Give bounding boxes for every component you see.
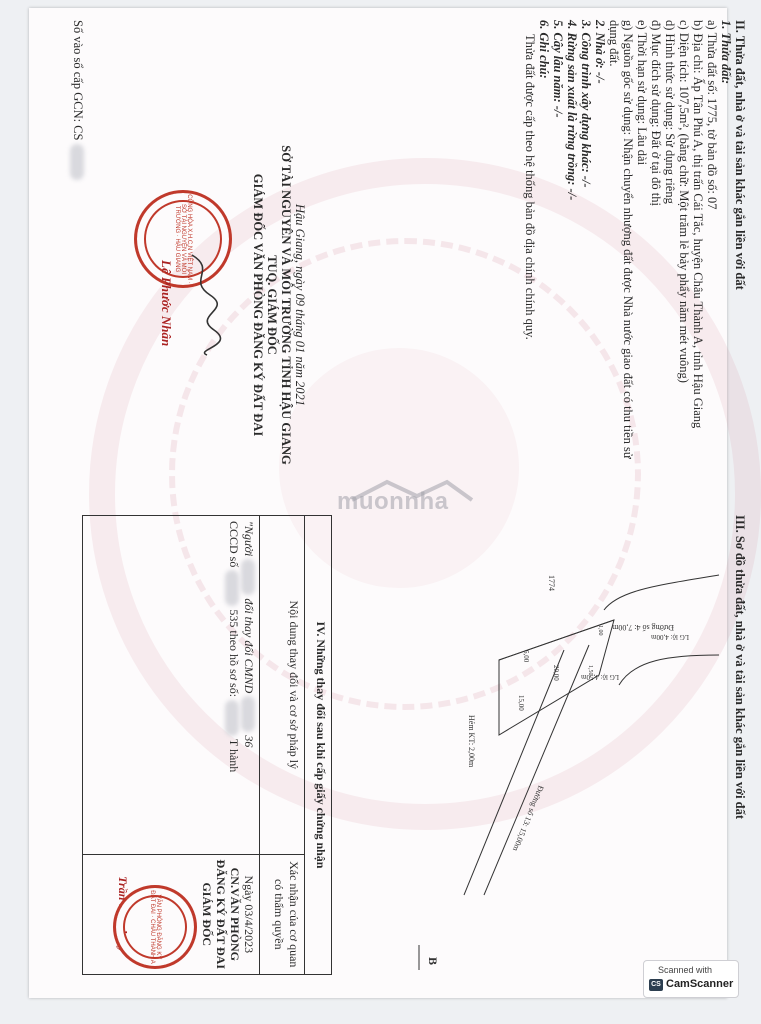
col-confirm-header: Xác nhận của cơ quan có thẩm quyền [260,854,305,974]
registry-number: Số vào sổ cấp GCN: CS [70,20,85,180]
usage-origin: g) Nguồn gốc sử dụng: Nhận chuyển nhượng đất được Nhà nước giao đất có thu tiền sử [621,20,635,459]
signature-tuq: TUQ. GIÁM ĐỐC [265,255,279,355]
table-heading-row [305,516,332,975]
road-4-label: Đường số 4: 7,00m [612,623,674,632]
usage-term: e) Thời hạn sử dụng: Lâu dài [635,20,649,166]
alley-label: Hẻm KT: 2,00m [467,715,476,768]
section-land-details [71,20,747,490]
camscanner-name: CamScanner [666,978,734,990]
dim-15: 15,00 [517,695,525,711]
change-line-2: CCCD số 535 theo hồ sơ số: T hành [226,521,241,773]
official-stamp-text: CỘNG HÒA X.H.C.N VIỆT NAM · SỞ TÀI NGUYÊN VÀ MÔI TRƯỜNG · HẬU GIANG [174,194,192,284]
address-line: b) Địa chỉ: Ấp Tân Phú A, thị trấn Cái Tắc, huyện Châu Thành A, tỉnh Hậu Giang [691,20,705,429]
subsection-construction: 3. Công trình xây dựng khác: -/- [579,20,593,188]
watermark-logo: muonnha [337,488,449,515]
subsection-land: 1. Thửa đất: [719,20,733,85]
signature-org: SỞ TÀI NGUYÊN VÀ MÔI TRƯỜNG TỈNH HẬU GIANG [279,145,293,465]
parcel-map [399,515,729,975]
redaction-blur [70,144,84,180]
camscanner-caption: Scanned with [658,965,713,975]
table-header-row [260,516,305,975]
handwritten-signature [182,250,222,360]
confirm-org-1: CN.VĂN PHÒNG [228,867,242,961]
office-stamp-text: VĂN PHÒNG ĐĂNG KÝ ĐẤT ĐAI · CHÂU THÀNH A [149,890,161,964]
rotated-certificate [52,20,747,980]
col-content-header: Nội dung thay đổi và cơ sở pháp lý [260,516,305,855]
camscanner-logo-icon: CS [649,979,663,991]
office-stamp [113,885,197,969]
area-line: c) Diện tích: 107,5m², (bằng chữ: Một trăm lẻ bảy phẩy năm mét vuông) [677,20,691,383]
dim-1: 1,00 [597,625,603,636]
subsection-forest: 4. Rừng sản xuất là rừng trồng: -/- [565,20,579,201]
dim-20: 20,00 [552,665,560,681]
confirm-org-2: ĐĂNG KÝ ĐẤT ĐAI [214,859,228,969]
section-3-heading: III. Sơ đồ thửa đất, nhà ở và tài sản khác gắn liền với đất [733,515,747,820]
subsection-notes: 6. Ghi chú: [537,20,551,79]
signer-name: Lê Phước Nhân [159,260,174,347]
usage-origin-cont: dụng đất. [607,20,621,67]
dim-15b: 1,50 [587,665,593,676]
parcel-number: a) Thửa đất số: 1775, tờ bản đồ số: 07 [705,20,719,210]
confirm-name: Trần Thanh Lý [116,876,130,953]
section-2-heading: II. Thửa đất, nhà ở và tài sản khác gắn liền với đất [733,20,747,290]
note-text: Thửa đất được cấp theo hệ thống bản đồ địa chính chính quy. [523,34,537,340]
usage-form: d) Hình thức sử dụng: Sử dụng riêng [663,20,677,204]
lg-45-label: LG lộ: 4,50m [581,673,619,681]
signature-title: GIÁM ĐỐC VĂN PHÒNG ĐĂNG KÝ ĐẤT ĐAI [251,173,265,437]
neighbor-parcel: 1774 [547,575,556,591]
camscanner-badge [643,960,739,998]
north-label: B [426,957,440,966]
signature-block [251,140,307,470]
certificate-page [29,8,747,998]
section-4-heading: IV. Những thay đổi sau khi cấp giấy chứng nhận [305,516,332,975]
road-13-label: Đường số 13: 15,00m [510,784,546,853]
change-line-1: "Người đổi thay đổi CMND 36 [242,521,256,748]
subsection-trees: 5. Cây lâu năm: -/- [551,20,565,118]
confirm-org-3: GIÁM ĐỐC [200,882,214,947]
change-content [83,516,260,855]
usage-purpose: đ) Mục đích sử dụng: Đất ở tại đô thị [649,20,663,206]
subsection-house: 2. Nhà ở: -/- [593,20,607,84]
confirm-date: Ngày 03/4/2023 [242,875,256,954]
signature-date: Hậu Giang, ngày 09 tháng 01 năm 2021 [293,203,307,407]
dim-6: 6,00 [522,650,530,663]
lg-4-label: LG lộ: 4,00m [651,633,689,641]
